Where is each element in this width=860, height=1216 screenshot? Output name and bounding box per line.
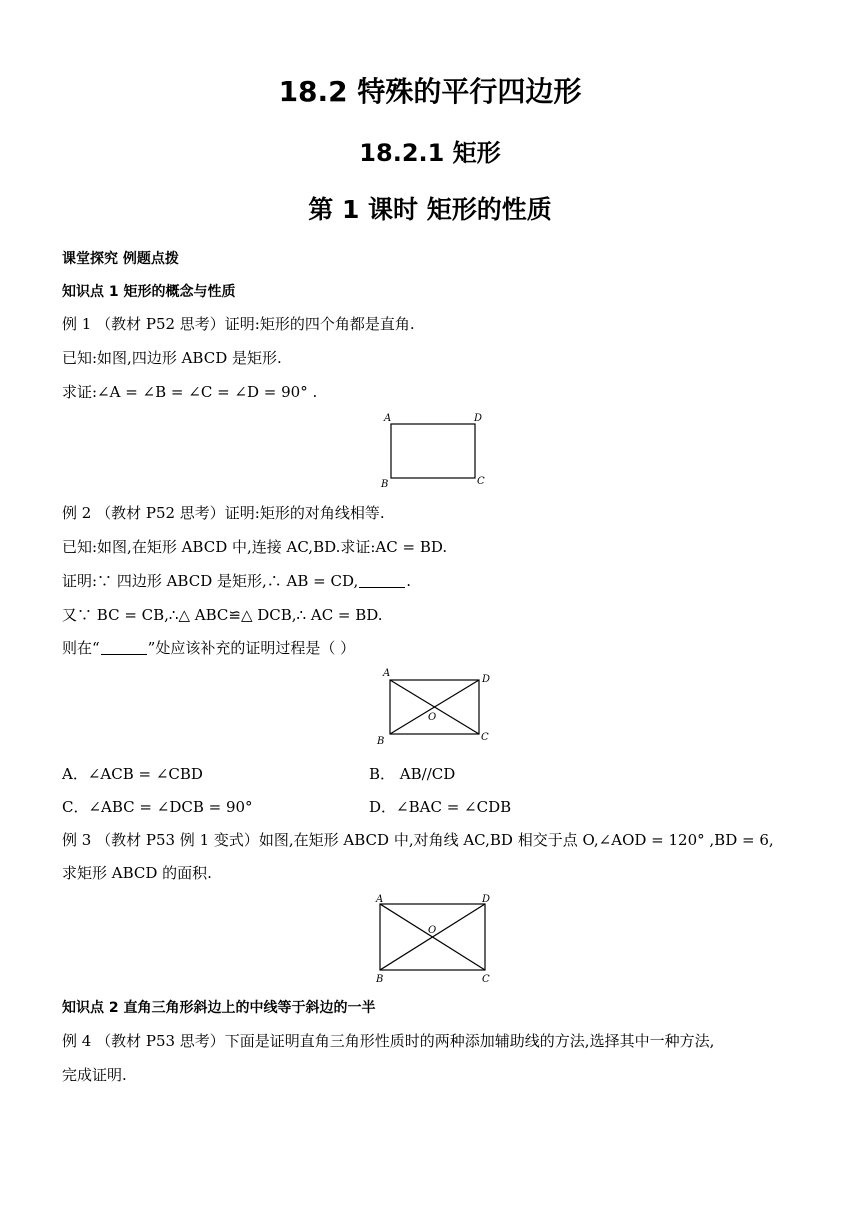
ex3-line-2: 求矩形 ABCD 的面积. <box>62 864 212 882</box>
heading-knowledge-1: 知识点 1 矩形的概念与性质 <box>62 284 236 300</box>
option-d[interactable]: D．∠BAC = ∠CDB <box>369 798 512 816</box>
ex1-stem: 例 1 （教材 P52 思考）证明:矩形的四个角都是直角. <box>62 315 415 333</box>
fig2-label-b: B <box>377 736 385 747</box>
fig1-label-b: B <box>381 479 389 490</box>
fig3-label-b: B <box>376 974 384 985</box>
ex2-proof-line-2: 又∵ BC = CB,∴△ ABC≌△ DCB,∴ AC = BD. <box>62 606 383 624</box>
ex3-line-1: 例 3 （教材 P53 例 1 变式）如图,在矩形 ABCD 中,对角线 AC,BD 相交于点 O,∠AOD = 120° ,BD = 6, <box>62 831 774 849</box>
subsection-title: 18.2.1 矩形 <box>359 139 501 167</box>
ex1-given: 已知:如图,四边形 ABCD 是矩形. <box>62 349 282 367</box>
ex2-proof-end: . <box>406 572 412 590</box>
option-c[interactable]: C．∠ABC = ∠DCB = 90° <box>62 798 253 816</box>
fig1-label-c: C <box>477 476 485 487</box>
heading-explore: 课堂探究 例题点拨 <box>62 251 179 267</box>
fig2-label-o: O <box>428 712 437 723</box>
ex2-proof-text: 证明:∵ 四边形 ABCD 是矩形,∴ AB = CD, <box>62 572 359 590</box>
fig1-label-a: A <box>384 413 392 424</box>
fig3-label-c: C <box>482 974 490 985</box>
fig3-label-o: O <box>428 925 437 936</box>
ex4-line-2: 完成证明. <box>62 1066 127 1084</box>
ex2-question-pre: 则在“ <box>62 639 100 657</box>
fig3-label-a: A <box>376 894 384 905</box>
option-a[interactable]: A．∠ACB = ∠CBD <box>62 765 203 783</box>
ex2-question-post: ”处应该补充的证明过程是（ ） <box>147 639 356 657</box>
option-b[interactable]: B． AB//CD <box>369 765 456 783</box>
lesson-title: 第 1 课时 矩形的性质 <box>308 195 552 224</box>
fig3-label-d: D <box>482 894 491 905</box>
fig2-label-c: C <box>481 732 489 743</box>
heading-knowledge-2: 知识点 2 直角三角形斜边上的中线等于斜边的一半 <box>62 1000 376 1016</box>
fig2-label-a: A <box>383 668 391 679</box>
ex1-prove: 求证:∠A = ∠B = ∠C = ∠D = 90° . <box>62 383 318 401</box>
ex2-stem: 例 2 （教材 P52 思考）证明:矩形的对角线相等. <box>62 504 385 522</box>
fig2-label-d: D <box>482 674 491 685</box>
section-title: 18.2 特殊的平行四边形 <box>278 75 582 108</box>
ex4-line-1: 例 4 （教材 P53 思考）下面是证明直角三角形性质时的两种添加辅助线的方法,选择其中一种方法, <box>62 1032 715 1050</box>
fig1-label-d: D <box>474 413 483 424</box>
ex2-given: 已知:如图,在矩形 ABCD 中,连接 AC,BD.求证:AC = BD. <box>62 538 448 556</box>
